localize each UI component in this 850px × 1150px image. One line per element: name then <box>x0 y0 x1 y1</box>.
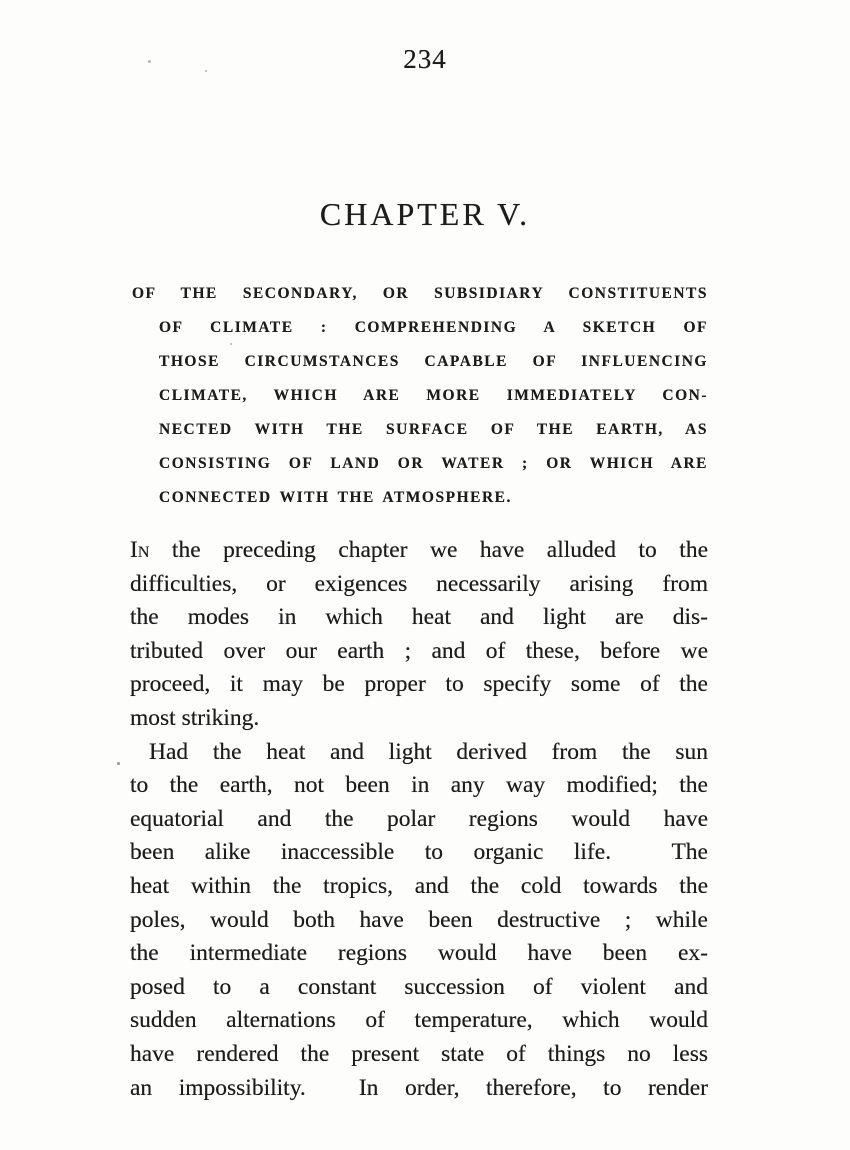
text-line: tributed over our earth ; and of these, before we <box>130 637 708 664</box>
subtitle-line: CONSISTING OF LAND OR WATER ; OR WHICH ARE <box>159 455 708 472</box>
text-line: poles, would both have been destructive ; while <box>130 906 708 933</box>
text-line-rest: the preceding chapter we have alluded to the <box>171 537 709 563</box>
paragraph-1 <box>130 534 708 736</box>
subtitle-line: OF THE SECONDARY, OR SUBSIDIARY CONSTITUENTS <box>132 285 708 302</box>
text-line: to the earth, not been in any way modified; the <box>130 772 708 799</box>
text-line: proceed, it may be proper to specify some of the <box>130 671 708 698</box>
text-line: difficulties, or exigences necessarily arising from <box>130 570 708 597</box>
text-line: been alike inaccessible to organic life. The <box>130 839 708 866</box>
text-line <box>130 534 708 568</box>
opening-word: In <box>130 537 150 563</box>
text-line: sudden alternations of temperature, which would <box>130 1007 708 1034</box>
body-text <box>130 534 708 1105</box>
subtitle-line: CONNECTED WITH THE ATMOSPHERE. <box>159 489 512 506</box>
chapter-heading: CHAPTER V. <box>319 196 531 232</box>
paragraph-2 <box>130 736 708 1106</box>
text-line: heat within the tropics, and the cold towards the <box>130 872 708 899</box>
subtitle-line: CLIMATE, WHICH ARE MORE IMMEDIATELY CON- <box>159 387 708 404</box>
subtitle-line: NECTED WITH THE SURFACE OF THE EARTH, AS <box>159 421 708 438</box>
subtitle-line: OF CLIMATE : COMPREHENDING A SKETCH OF <box>159 319 708 336</box>
text-line: the modes in which heat and light are dis- <box>130 604 708 631</box>
text-line: equatorial and the polar regions would have <box>130 805 708 832</box>
text-line: an impossibility. In order, therefore, to render <box>130 1074 708 1101</box>
text-line: Had the heat and light derived from the sun <box>149 738 708 765</box>
text-line: most striking. <box>130 704 260 731</box>
text-line: the intermediate regions would have been ex- <box>130 940 708 967</box>
subtitle-line: THOSE CIRCUMSTANCES CAPABLE OF INFLUENCING <box>159 353 708 370</box>
text-line: have rendered the present state of things no less <box>130 1040 708 1067</box>
chapter-subtitle <box>132 277 708 515</box>
page-number: 234 <box>403 44 447 74</box>
scan-speckle <box>117 762 120 765</box>
text-line: posed to a constant succession of violent and <box>130 973 708 1000</box>
